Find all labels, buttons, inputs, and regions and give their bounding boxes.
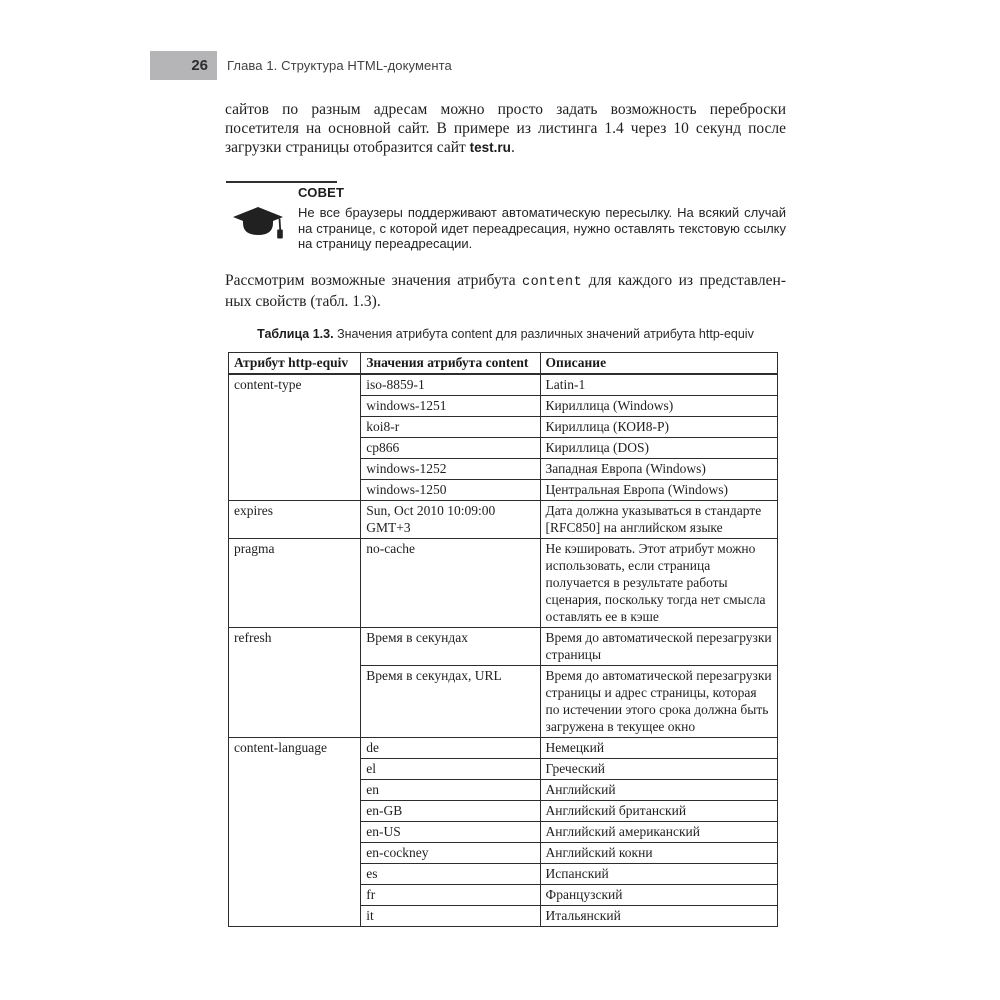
graduation-cap-icon xyxy=(232,204,284,255)
attr-cell: expires xyxy=(229,501,361,539)
value-cell: el xyxy=(361,759,540,780)
desc-cell: Кириллица (КОИ8-Р) xyxy=(540,417,777,438)
tip-label: СОВЕТ xyxy=(298,185,345,200)
desc-cell: Английский американский xyxy=(540,822,777,843)
inline-code: content xyxy=(522,275,583,290)
table-row xyxy=(229,539,778,628)
chapter-title: Глава 1. Структура HTML-документа xyxy=(227,58,452,73)
value-cell: en-GB xyxy=(361,801,540,822)
http-equiv-table xyxy=(228,352,778,927)
intro-paragraph xyxy=(225,100,786,157)
desc-cell: Latin-1 xyxy=(540,374,777,396)
running-head xyxy=(150,51,452,80)
value-cell: en xyxy=(361,780,540,801)
desc-cell: Дата должна указываться в стандарте [RFC850] на английском языке xyxy=(540,501,777,539)
attr-cell: refresh xyxy=(229,628,361,738)
desc-cell: Итальянский xyxy=(540,906,777,927)
tip-divider xyxy=(226,181,337,183)
value-cell: windows-1251 xyxy=(361,396,540,417)
value-cell: Sun, Oct 2010 10:09:00 GMT+3 xyxy=(361,501,540,539)
attr-cell: content-type xyxy=(229,374,361,501)
desc-cell: Не кэшировать. Этот атрибут можно использовать, если страница получается в результате работы сценария, поскольку тогда нет смысла оставлять ее в кэше xyxy=(540,539,777,628)
value-cell: cp866 xyxy=(361,438,540,459)
page-number: 26 xyxy=(150,51,217,80)
consider-text-before: Рассмотрим возможные значения атрибута xyxy=(225,272,523,289)
value-cell: windows-1252 xyxy=(361,459,540,480)
value-cell: windows-1250 xyxy=(361,480,540,501)
value-cell: en-US xyxy=(361,822,540,843)
consider-text-after: для каждого из представленных свойств (табл. 1.3). xyxy=(225,272,786,310)
table-caption-number: Таблица 1.3. xyxy=(257,327,334,341)
desc-cell: Время до автоматической перезагрузки страницы и адрес страницы, которая по истечении этого срока должна быть загружена в текущее окно xyxy=(540,666,777,738)
consider-paragraph xyxy=(225,271,786,311)
table-caption-text: Значения атрибута content для различных значений атрибута http-equiv xyxy=(333,327,754,341)
table-row xyxy=(229,738,778,759)
desc-cell: Кириллица (DOS) xyxy=(540,438,777,459)
value-cell: it xyxy=(361,906,540,927)
value-cell: de xyxy=(361,738,540,759)
table-header-row xyxy=(229,353,778,375)
desc-cell: Центральная Европа (Windows) xyxy=(540,480,777,501)
value-cell: en-cockney xyxy=(361,843,540,864)
value-cell: Время в секундах xyxy=(361,628,540,666)
desc-cell: Испанский xyxy=(540,864,777,885)
desc-cell: Французский xyxy=(540,885,777,906)
value-cell: es xyxy=(361,864,540,885)
site-name: test.ru xyxy=(469,140,511,155)
desc-cell: Кириллица (Windows) xyxy=(540,396,777,417)
header-cell-value: Значения атрибута content xyxy=(361,353,540,375)
tip-text: Не все браузеры поддерживают автоматическую пересылку. На всякий случай на странице, с которой идет переадресация, нужно оставлять текстовую ссылку на страницу переадресации. xyxy=(298,205,786,251)
desc-cell: Английский кокни xyxy=(540,843,777,864)
value-cell: koi8-r xyxy=(361,417,540,438)
desc-cell: Английский британский xyxy=(540,801,777,822)
desc-cell: Время до автоматической перезагрузки страницы xyxy=(540,628,777,666)
value-cell: iso-8859-1 xyxy=(361,374,540,396)
attr-cell: content-language xyxy=(229,738,361,927)
attr-cell: pragma xyxy=(229,539,361,628)
table-caption xyxy=(225,327,786,341)
table-row xyxy=(229,374,778,396)
value-cell: no-cache xyxy=(361,539,540,628)
table-row xyxy=(229,501,778,539)
header-cell-description: Описание xyxy=(540,353,777,375)
value-cell: Время в секундах, URL xyxy=(361,666,540,738)
desc-cell: Греческий xyxy=(540,759,777,780)
desc-cell: Немецкий xyxy=(540,738,777,759)
desc-cell: Западная Европа (Windows) xyxy=(540,459,777,480)
intro-text-after: . xyxy=(510,139,515,156)
tip-block xyxy=(226,181,787,252)
desc-cell: Английский xyxy=(540,780,777,801)
value-cell: fr xyxy=(361,885,540,906)
table-row xyxy=(229,628,778,666)
header-cell-attribute: Атрибут http-equiv xyxy=(229,353,361,375)
intro-text-before: сайтов по разным адресам можно просто задать возможность переброски посетителя на основной сайт. В примере из листинга 1.4 через 10 секунд после загрузки страницы отобразится сайт xyxy=(225,101,786,156)
